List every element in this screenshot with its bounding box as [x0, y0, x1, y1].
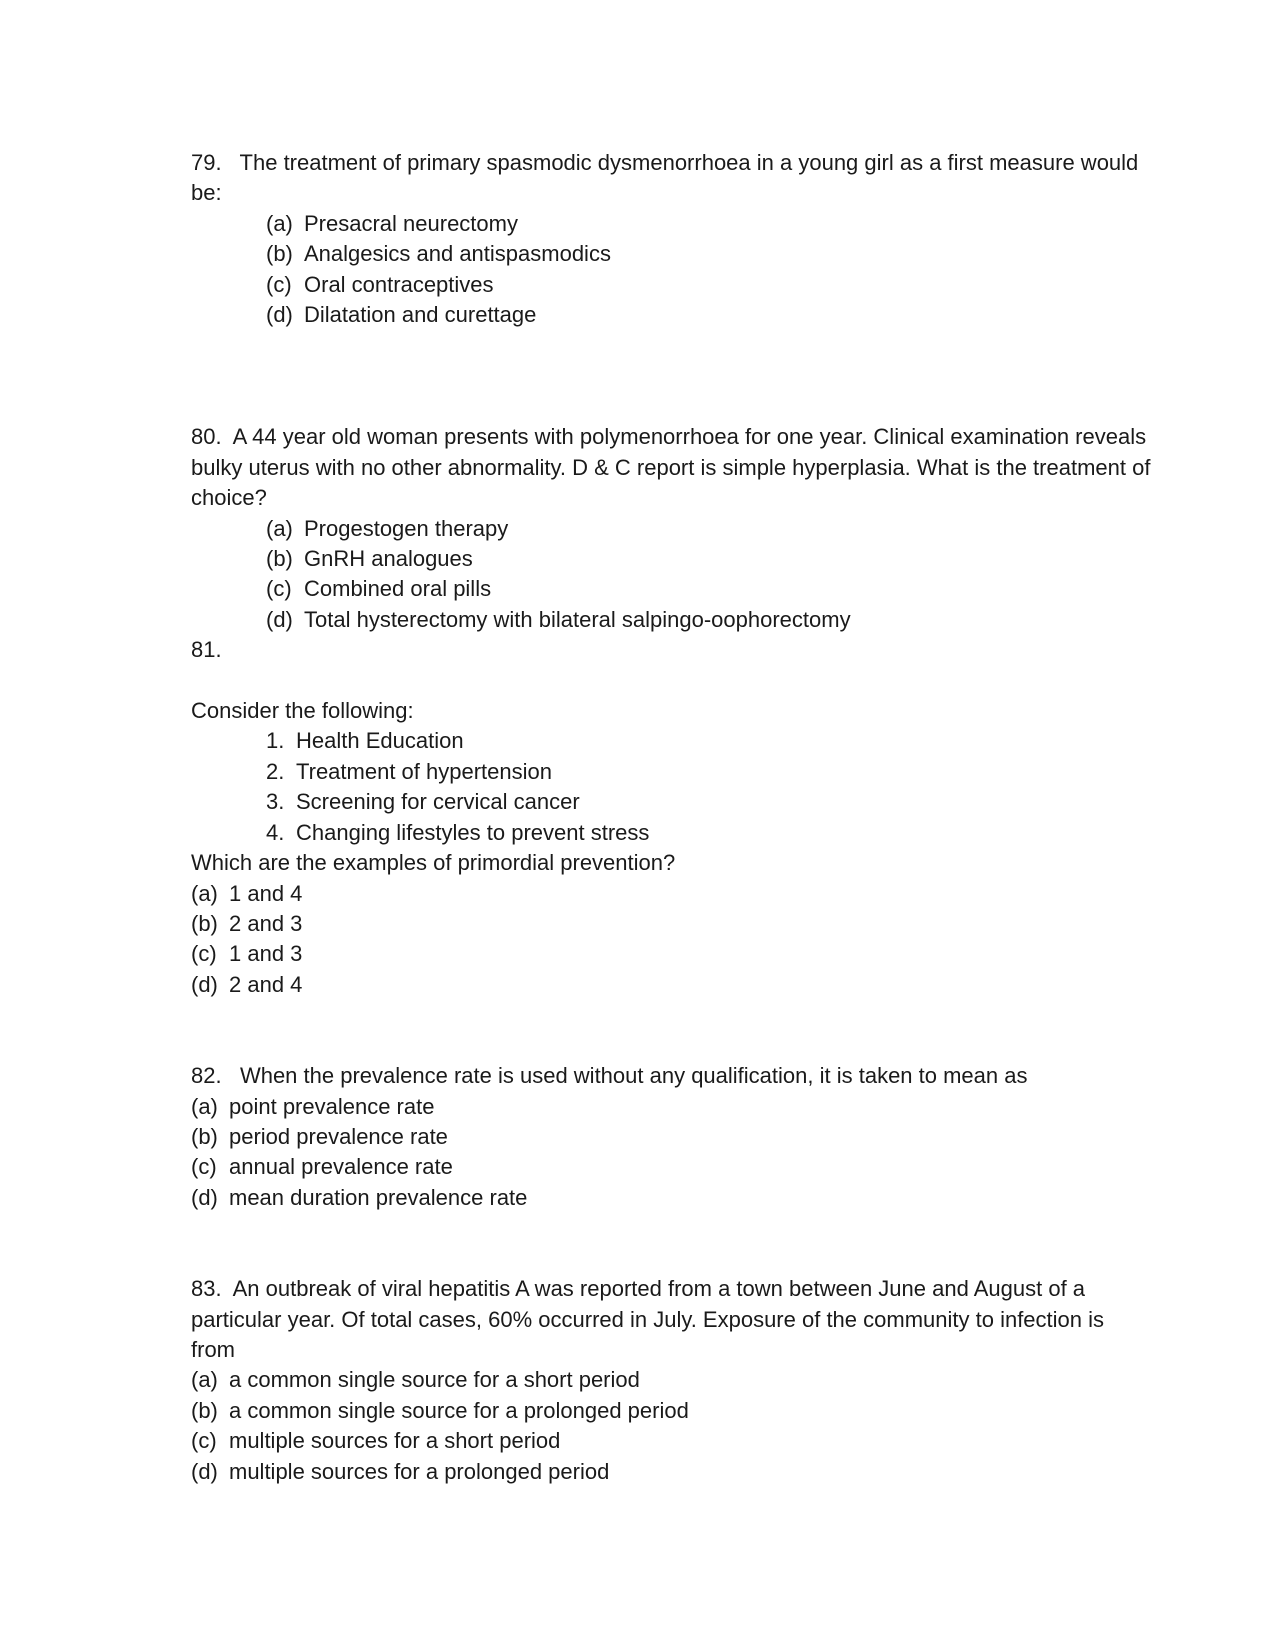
- option-text: 2 and 3: [229, 910, 303, 936]
- option-text: Progestogen therapy: [304, 515, 509, 541]
- option-text: Analgesics and antispasmodics: [304, 241, 611, 267]
- option-text: 1 and 4: [229, 880, 303, 906]
- statement-item: [266, 787, 1151, 817]
- options-list: [191, 1092, 1151, 1214]
- option-text: a common single source for a short period: [229, 1367, 640, 1393]
- question-text: A 44 year old woman presents with polymenorrhoea for one year. Clinical examination reveals bulky uterus with no other abnormality. D & C report is simple hyperplasia. What is the treatment of choice?: [191, 424, 1151, 511]
- option-d: [266, 605, 1151, 635]
- option-tag: (d): [266, 606, 293, 632]
- option-tag: (a): [191, 1093, 218, 1119]
- option-tag: (b): [191, 910, 218, 936]
- option-b: [266, 544, 1151, 574]
- option-a: [266, 514, 1151, 544]
- question-stem: [191, 1274, 1151, 1365]
- option-a: [191, 879, 1151, 909]
- option-text: multiple sources for a prolonged period: [229, 1458, 610, 1484]
- option-text: period prevalence rate: [229, 1123, 448, 1149]
- option-tag: (c): [191, 941, 217, 967]
- question-81: [191, 635, 1151, 1000]
- option-tag: (b): [266, 546, 293, 572]
- option-text: mean duration prevalence rate: [229, 1184, 528, 1210]
- option-c: [191, 1426, 1151, 1456]
- question-text: Which are the examples of primordial prevention?: [191, 850, 676, 876]
- option-c: [266, 270, 1151, 300]
- statement-list: [266, 726, 1151, 848]
- options-list: [266, 209, 1151, 331]
- question-83: [191, 1274, 1151, 1487]
- option-tag: (a): [191, 880, 218, 906]
- option-tag: (a): [191, 1367, 218, 1393]
- option-d: [266, 300, 1151, 330]
- option-tag: (d): [191, 1458, 218, 1484]
- statement-item: [266, 726, 1151, 756]
- option-tag: (b): [191, 1397, 218, 1423]
- option-tag: (d): [266, 302, 293, 328]
- question-stem: [191, 422, 1151, 513]
- option-text: Total hysterectomy with bilateral salpingo-oophorectomy: [304, 606, 851, 632]
- option-d: [191, 970, 1151, 1000]
- question-text: An outbreak of viral hepatitis A was reported from a town between June and August of a particular year. Of total cases, 60% occurred in July. Exposure of the community to infection is from: [191, 1276, 1105, 1362]
- statement-number: 1.: [266, 728, 285, 754]
- option-text: Presacral neurectomy: [304, 210, 518, 236]
- statement-number: 3.: [266, 789, 285, 815]
- option-a: [191, 1365, 1151, 1395]
- question-number: 82.: [191, 1063, 222, 1089]
- option-text: point prevalence rate: [229, 1093, 435, 1119]
- option-a: [191, 1092, 1151, 1122]
- statement-item: [266, 818, 1151, 848]
- option-tag: (a): [266, 515, 293, 541]
- option-text: 1 and 3: [229, 941, 303, 967]
- statement-text: Screening for cervical cancer: [296, 789, 580, 815]
- option-text: Combined oral pills: [304, 576, 492, 602]
- option-tag: (c): [191, 1428, 217, 1454]
- option-text: Dilatation and curettage: [304, 302, 537, 328]
- question-text: When the prevalence rate is used without any qualification, it is taken to mean as: [239, 1063, 1028, 1089]
- option-tag: (b): [266, 241, 293, 267]
- option-a: [266, 209, 1151, 239]
- option-c: [191, 1152, 1151, 1182]
- option-tag: (c): [191, 1154, 217, 1180]
- option-tag: (a): [266, 210, 293, 236]
- option-text: annual prevalence rate: [229, 1154, 453, 1180]
- option-b: [191, 909, 1151, 939]
- statement-number: 2.: [266, 758, 285, 784]
- statement-text: Changing lifestyles to prevent stress: [296, 819, 650, 845]
- question-text: The treatment of primary spasmodic dysmenorrhoea in a young girl as a first measure would be:: [191, 150, 1139, 206]
- question-80: [191, 422, 1151, 635]
- statement-text: Health Education: [296, 728, 464, 754]
- option-d: [191, 1183, 1151, 1213]
- question-number: 83.: [191, 1276, 222, 1302]
- statement-item: [266, 757, 1151, 787]
- question-stem: [191, 1061, 1151, 1091]
- option-c: [266, 574, 1151, 604]
- option-text: 2 and 4: [229, 971, 303, 997]
- options-list: [266, 514, 1151, 636]
- option-text: multiple sources for a short period: [229, 1428, 561, 1454]
- option-tag: (b): [191, 1123, 218, 1149]
- option-tag: (c): [266, 271, 292, 297]
- question-intro: Consider the following:: [191, 698, 414, 724]
- question-number: 81.: [191, 637, 222, 663]
- option-text: a common single source for a prolonged period: [229, 1397, 689, 1423]
- option-d: [191, 1457, 1151, 1487]
- question-stem: [191, 148, 1151, 209]
- option-text: Oral contraceptives: [304, 271, 494, 297]
- question-79: [191, 148, 1151, 330]
- option-tag: (c): [266, 576, 292, 602]
- question-82: [191, 1061, 1151, 1213]
- question-number: 79.: [191, 150, 222, 175]
- options-list: [191, 1365, 1151, 1487]
- statement-text: Treatment of hypertension: [296, 758, 552, 784]
- option-tag: (d): [191, 1184, 218, 1210]
- option-c: [191, 939, 1151, 969]
- question-number: 80.: [191, 424, 222, 450]
- document-page: [191, 148, 1151, 1487]
- options-list: [191, 879, 1151, 1001]
- option-b: [191, 1396, 1151, 1426]
- option-b: [266, 239, 1151, 269]
- option-text: GnRH analogues: [304, 546, 473, 572]
- statement-number: 4.: [266, 819, 285, 845]
- option-tag: (d): [191, 971, 218, 997]
- option-b: [191, 1122, 1151, 1152]
